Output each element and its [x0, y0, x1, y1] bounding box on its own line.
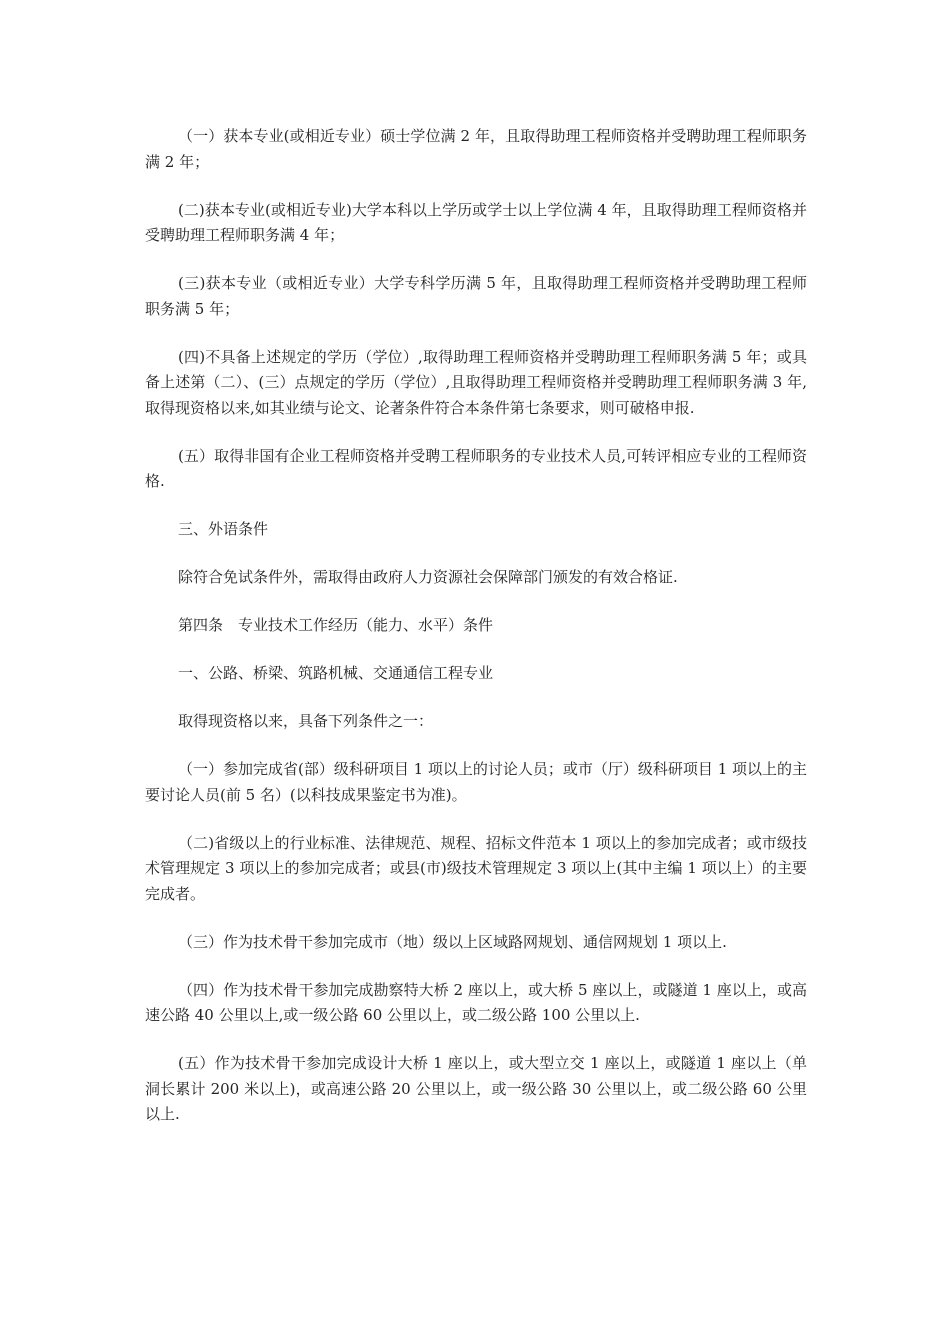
paragraph-12: （二)省级以上的行业标准、法律规范、规程、招标文件范本 1 项以上的参加完成者；或市级技术管理规定 3 项以上的参加完成者；或县(市)级技术管理规定 3 项以上(其中主编 1 项以上）的主要完成者。 — [145, 833, 807, 903]
paragraph-10: 取得现资格以来，具备下列条件之一： — [178, 712, 434, 730]
paragraph-3: (三)获本专业（或相近专业）大学专科学历满 5 年，且取得助理工程师资格并受聘助理工程师职务满 5 年； — [145, 274, 807, 318]
document-body — [145, 124, 807, 1150]
paragraph-15: (五）作为技术骨干参加完成设计大桥 1 座以上，或大型立交 1 座以上，或隧道 1 座以上（单洞长累计 200 米以上)，或高速公路 20 公里以上，或一级公路 30 公里以上，或二级公路 60 公里以上. — [145, 1054, 807, 1123]
paragraph-1: （一）获本专业(或相近专业）硕士学位满 2 年，且取得助理工程师资格并受聘助理工程师职务满 2 年； — [145, 127, 807, 171]
paragraph-14: （四）作为技术骨干参加完成勘察特大桥 2 座以上，或大桥 5 座以上，或隧道 1 座以上，或高速公路 40 公里以上,或一级公路 60 公里以上，或二级公路 100 公里以上. — [145, 980, 807, 1024]
section-heading-foreign-language: 三、外语条件 — [178, 520, 269, 538]
paragraph-4: (四)不具备上述规定的学历（学位）,取得助理工程师资格并受聘助理工程师职务满 5 年；或具备上述第（二）、(三）点规定的学历（学位）,且取得助理工程师资格并受聘助理工程师职务满 3 年,取得现资格以来,如其业绩与论文、论著条件符合本条件第七条要求，则可破格申报. — [145, 347, 807, 417]
paragraph-11: （一）参加完成省(部）级科研项目 1 项以上的讨论人员；或市（厅）级科研项目 1 项以上的主要讨论人员(前 5 名）(以科技成果鉴定书为准)。 — [145, 760, 808, 804]
section-heading-highway: 一、公路、桥梁、筑路机械、交通通信工程专业 — [178, 664, 494, 682]
article-heading-4: 第四条 专业技术工作经历（能力、水平）条件 — [178, 616, 494, 634]
paragraph-2: (二)获本专业(或相近专业)大学本科以上学历或学士以上学位满 4 年，且取得助理工程师资格并受聘助理工程师职务满 4 年； — [145, 200, 807, 244]
paragraph-7: 除符合免试条件外，需取得由政府人力资源社会保障部门颁发的有效合格证. — [178, 568, 678, 586]
paragraph-5: (五）取得非国有企业工程师资格并受聘工程师职务的专业技术人员,可转评相应专业的工程师资格. — [145, 446, 807, 490]
paragraph-13: （三）作为技术骨干参加完成市（地）级以上区域路网规划、通信网规划 1 项以上. — [178, 932, 727, 951]
